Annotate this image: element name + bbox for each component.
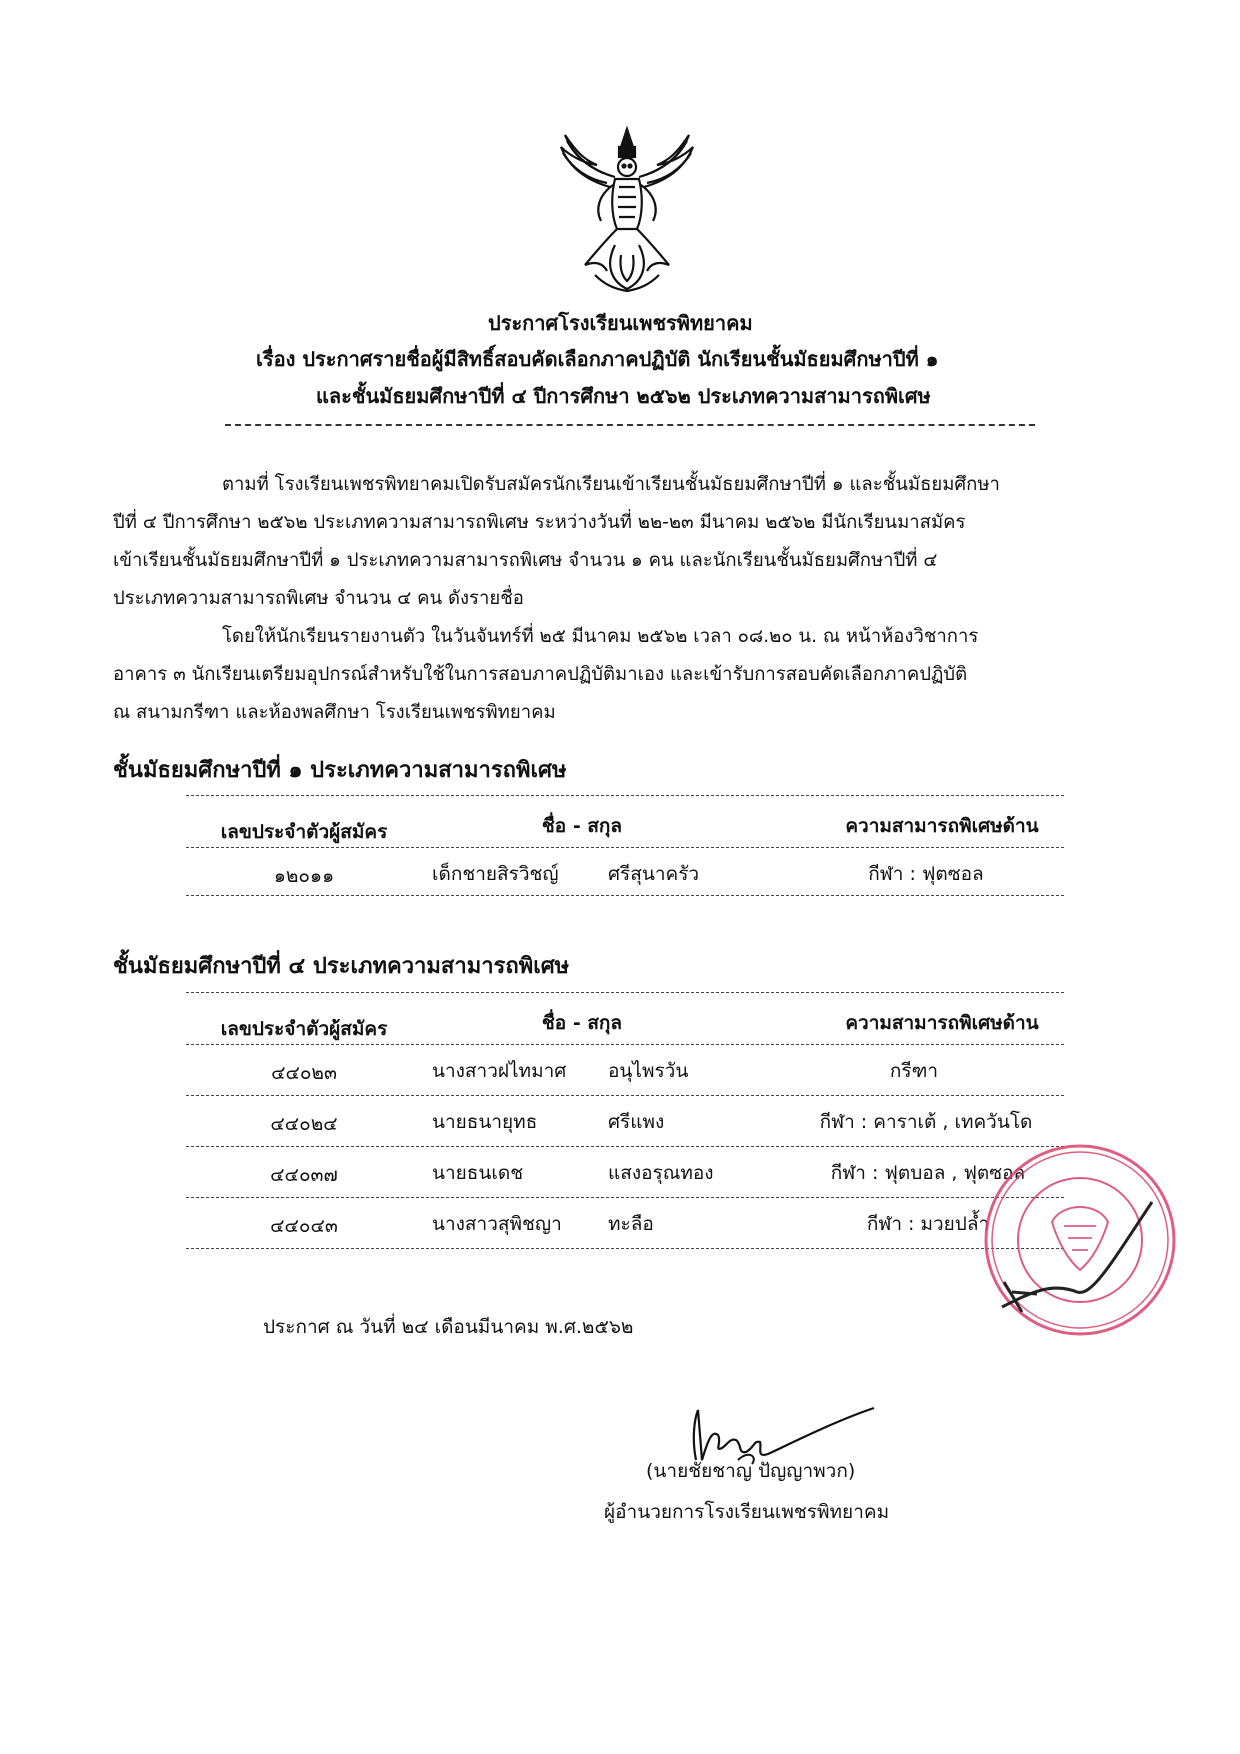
header-name: ชื่อ - สกุล [541,1012,623,1034]
applicant-id: ๑๒๐๑๑ [273,865,335,887]
signer-name: (นายชัยชาญ ปัญญาพวก) [646,1460,856,1482]
header-name: ชื่อ - สกุล [541,815,623,837]
table-rule [186,795,1064,796]
first-name: เด็กชายสิรวิชญ์ [432,863,559,885]
ability: กีฬา : คาราเต้ , เทควันโด [819,1111,1033,1133]
section-title-grade-4: ชั้นมัธยมศึกษาปีที่ ๔ ประเภทความสามารถพิเศษ [113,954,570,979]
school-stamp-icon [982,1142,1178,1338]
first-name: นางสาวสุพิชญา [432,1213,562,1235]
body-line-1: ตามที่ โรงเรียนเพชรพิทยาคมเปิดรับสมัครนักเรียนเข้าเรียนชั้นมัธยมศึกษาปีที่ ๑ และชั้นมัธยมศึกษา [222,474,1000,495]
applicant-id: ๔๔๐๒๓ [271,1062,337,1084]
ability: กรีฑา [889,1060,939,1082]
header-ability: ความสามารถพิเศษด้าน [845,1012,1039,1034]
first-name: นายธนเดช [432,1162,524,1184]
last-name: แสงอรุณทอง [608,1162,714,1184]
last-name: อนุไพรวัน [608,1060,689,1082]
applicant-table-grade-4 [186,992,1064,1250]
signer-position: ผู้อำนวยการโรงเรียนเพชรพิทยาคม [604,1501,890,1523]
header-applicant-id: เลขประจำตัวผู้สมัคร [220,1018,388,1040]
applicant-id: ๔๔๐๔๓ [270,1215,338,1237]
body-line-4: ประเภทความสามารถพิเศษ จำนวน ๔ คน ดังรายชื่อ [113,588,524,609]
body-line-7: ณ สนามกรีฑา และห้องพลศึกษา โรงเรียนเพชรพิทยาคม [113,702,556,723]
body-line-3: เข้าเรียนชั้นมัธยมศึกษาปีที่ ๑ ประเภทความสามารถพิเศษ จำนวน ๑ คน และนักเรียนชั้นมัธยมศึกษาปีที่ ๔ [113,550,938,571]
announcement-date: ประกาศ ณ วันที่ ๒๔ เดือนมีนาคม พ.ศ.๒๕๖๒ [263,1316,634,1338]
first-name: นางสาวฝไทมาศ [432,1060,567,1082]
ability: กีฬา : ฟุตบอล , ฟุตซอล [830,1162,1026,1184]
body-line-6: อาคาร ๓ นักเรียนเตรียมอุปกรณ์สำหรับใช้ในการสอบภาคปฏิบัติมาเอง และเข้ารับการสอบคัดเลือกภาคปฏิบัติ [113,664,968,685]
section-title-grade-1: ชั้นมัธยมศึกษาปีที่ ๑ ประเภทความสามารถพิเศษ [113,758,567,783]
table-rule [186,1197,1064,1198]
table-rule [186,847,1064,848]
applicant-id: ๔๔๐๒๔ [270,1113,338,1135]
ability: กีฬา : ฟุตซอล [868,863,984,885]
garuda-emblem-icon [555,125,700,295]
table-rule [186,895,1064,896]
last-name: ศรีแพง [608,1111,665,1133]
applicant-table-grade-1 [186,795,1064,895]
ability: กีฬา : มวยปล้ำ [866,1213,990,1235]
table-rule [186,1248,1064,1249]
announcement-title: ประกาศโรงเรียนเพชรพิทยาคม [488,311,753,335]
last-name: ศรีสุนาครัว [608,863,700,885]
table-rule [186,1095,1064,1096]
subject-line-1: เรื่อง ประกาศรายชื่อผู้มีสิทธิ์สอบคัดเลือกภาคปฏิบัติ นักเรียนชั้นมัธยมศึกษาปีที่ ๑ [256,347,939,371]
first-name: นายธนายุทธ [432,1111,538,1133]
applicant-id: ๔๔๐๓๗ [270,1164,338,1186]
table-rule [186,1044,1064,1045]
body-line-5: โดยให้นักเรียนรายงานตัว ในวันจันทร์ที่ ๒๕ มีนาคม ๒๕๖๒ เวลา ๐๘.๒๐ น. ณ หน้าห้องวิชาการ [222,626,979,647]
last-name: ทะลือ [608,1213,654,1235]
table-rule [186,992,1064,993]
subject-line-2: และชั้นมัธยมศึกษาปีที่ ๔ ปีการศึกษา ๒๕๖๒ ประเภทความสามารถพิเศษ [316,384,931,408]
table-rule [186,1146,1064,1147]
header-divider [225,424,1035,426]
body-line-2: ปีที่ ๔ ปีการศึกษา ๒๕๖๒ ประเภทความสามารถพิเศษ ระหว่างวันที่ ๒๒-๒๓ มีนาคม ๒๕๖๒ มีนักเรียนมาสมัคร [113,512,966,533]
header-applicant-id: เลขประจำตัวผู้สมัคร [220,821,388,843]
header-ability: ความสามารถพิเศษด้าน [845,815,1039,837]
